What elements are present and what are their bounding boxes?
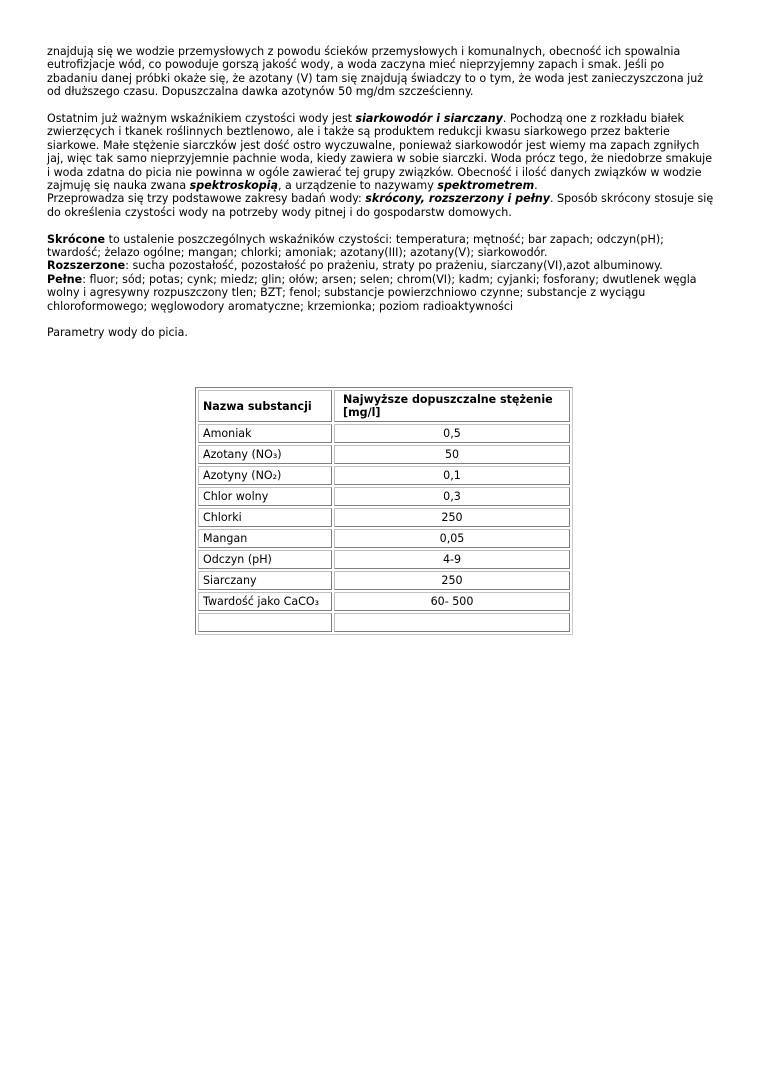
scopes-text-1: Przeprowadza się trzy podstawowe zakresy badań wody: [47, 192, 366, 206]
sulfur-text-4: . [534, 179, 538, 193]
concentration-cell: 0,1 [334, 466, 570, 485]
concentration-cell: 0,05 [334, 529, 570, 548]
water-parameters-table-wrapper [195, 387, 573, 635]
table-row [198, 571, 570, 590]
scope-short-label: Skrócone [47, 232, 106, 246]
scope-short [47, 233, 717, 260]
scope-short-text: to ustalenie poszczególnych wskaźników czystości: temperatura; mętność; bar zapach; odczyn(pH); twardość; żelazo ogólne; mangan; chlorki; amoniak; azotany(III); azotany(V); siarkowodór. [47, 232, 664, 260]
concentration-cell: 50 [334, 445, 570, 464]
substance-cell: Siarczany [198, 571, 332, 590]
scopes-text-2: . Sposób skrócony stosuje się do określenia czystości wody na potrzeby wody pitnej i do gospodarstw domowych. [47, 192, 714, 219]
concentration-cell: 4-9 [334, 550, 570, 569]
concentration-cell: 60- 500 [334, 592, 570, 611]
substance-cell: Odczyn (pH) [198, 550, 332, 569]
sulfur-text-3: , a urządzenie to nazywamy [277, 179, 438, 193]
table-row [198, 508, 570, 527]
header-max-concentration: Najwyższe dopuszczalne stężenie [mg/l] [334, 390, 570, 422]
term-spectrometer: spektrometrem [437, 179, 535, 193]
substance-cell: Azotyny (NO₂) [198, 466, 332, 485]
scope-extended [47, 259, 717, 272]
substance-cell: Chlor wolny [198, 487, 332, 506]
table-caption: Parametry wody do picia. [47, 326, 188, 340]
concentration-cell: 250 [334, 508, 570, 527]
term-scopes: skrócony, rozszerzony i pełny [365, 192, 550, 206]
scopes-paragraph [47, 192, 717, 219]
sulfur-text-1: Ostatnim już ważnym wskaźnikiem czystości wody jest [47, 112, 356, 126]
table-row [198, 424, 570, 443]
concentration-cell [334, 613, 570, 632]
substance-cell: Azotany (NO₃) [198, 445, 332, 464]
concentration-cell: 0,5 [334, 424, 570, 443]
table-row [198, 466, 570, 485]
substance-cell: Amoniak [198, 424, 332, 443]
sulfur-paragraph [47, 112, 717, 192]
term-hydrogen-sulfide: siarkowodór i siarczany [355, 112, 503, 126]
paragraph-gap [47, 313, 717, 326]
table-row [198, 529, 570, 548]
substance-cell [198, 613, 332, 632]
scope-full-text: : fluor; sód; potas; cynk; miedz; glin; ołów; arsen; selen; chrom(VI); kadm; cyjanki; fosforany; dwutlenek węgla wolny i agresywny rozpuszczony tlen; BZT; fenol; substancje powierzchniowo czynne; substancje z wyciągu chloroformowego; węglowodory aromatyczne; krzemionka; poziom radioaktywności [47, 272, 697, 313]
table-row [198, 487, 570, 506]
document-page [47, 45, 717, 340]
substance-cell: Twardość jako CaCO₃ [198, 592, 332, 611]
scope-full [47, 273, 717, 313]
scope-extended-label: Rozszerzone [47, 259, 126, 273]
table-row [198, 592, 570, 611]
concentration-cell: 0,3 [334, 487, 570, 506]
sulfur-text-2: . Pochodzą one z rozkładu białek zwierzęcych i tkanek roślinnych beztlenowo, ale i także są produktem redukcji kwasu siarkowego przez bakterie siarkowe. Małe stężenie siarczków jest dość ostro wyczuwalne, ponieważ siarkowodór jest wiemy ma zapach zgniłych jaj, więc tak samo nieprzyjemnie pachnie woda, kiedy zawiera w sobie siarczki. Woda prócz tego, że niedobrze smakuje i woda zdatna do picia nie powinna w ogóle zawierać tej grupy związków. Obecność i ilość danych związków w wodzie zajmuję się nauka zwana [47, 112, 713, 193]
substance-cell: Chlorki [198, 508, 332, 527]
intro-paragraph: znajdują się we wodzie przemysłowych z powodu ścieków przemysłowych i komunalnych, obecność ich spowalnia eutrofizjacje wód, co powoduje gorszą jakość wody, a woda zaczyna mieć nieprzyjemny zapach i smak. Jeśli po zbadaniu danej próbki okaże się, że azotany (V) tam się znajdują świadczy to o tym, że woda jest zanieczyszczona już od dłuższego czasu. Dopuszczalna dawka azotynów 50 mg/dm szcześcienny. [47, 45, 704, 99]
table-header-row [198, 390, 570, 422]
concentration-cell: 250 [334, 571, 570, 590]
paragraph-gap [47, 219, 717, 232]
table-row [198, 445, 570, 464]
water-parameters-table [195, 387, 573, 635]
table-row-empty [198, 613, 570, 632]
paragraph-gap [47, 99, 717, 112]
substance-cell: Mangan [198, 529, 332, 548]
term-spectroscopy: spektroskopią [189, 179, 278, 193]
scope-extended-text: : sucha pozostałość, pozostałość po prażeniu, straty po prażeniu, siarczany(VI),azot albuminowy. [125, 259, 663, 273]
table-row [198, 550, 570, 569]
scope-full-label: Pełne [47, 272, 83, 286]
header-substance-name: Nazwa substancji [198, 390, 332, 422]
